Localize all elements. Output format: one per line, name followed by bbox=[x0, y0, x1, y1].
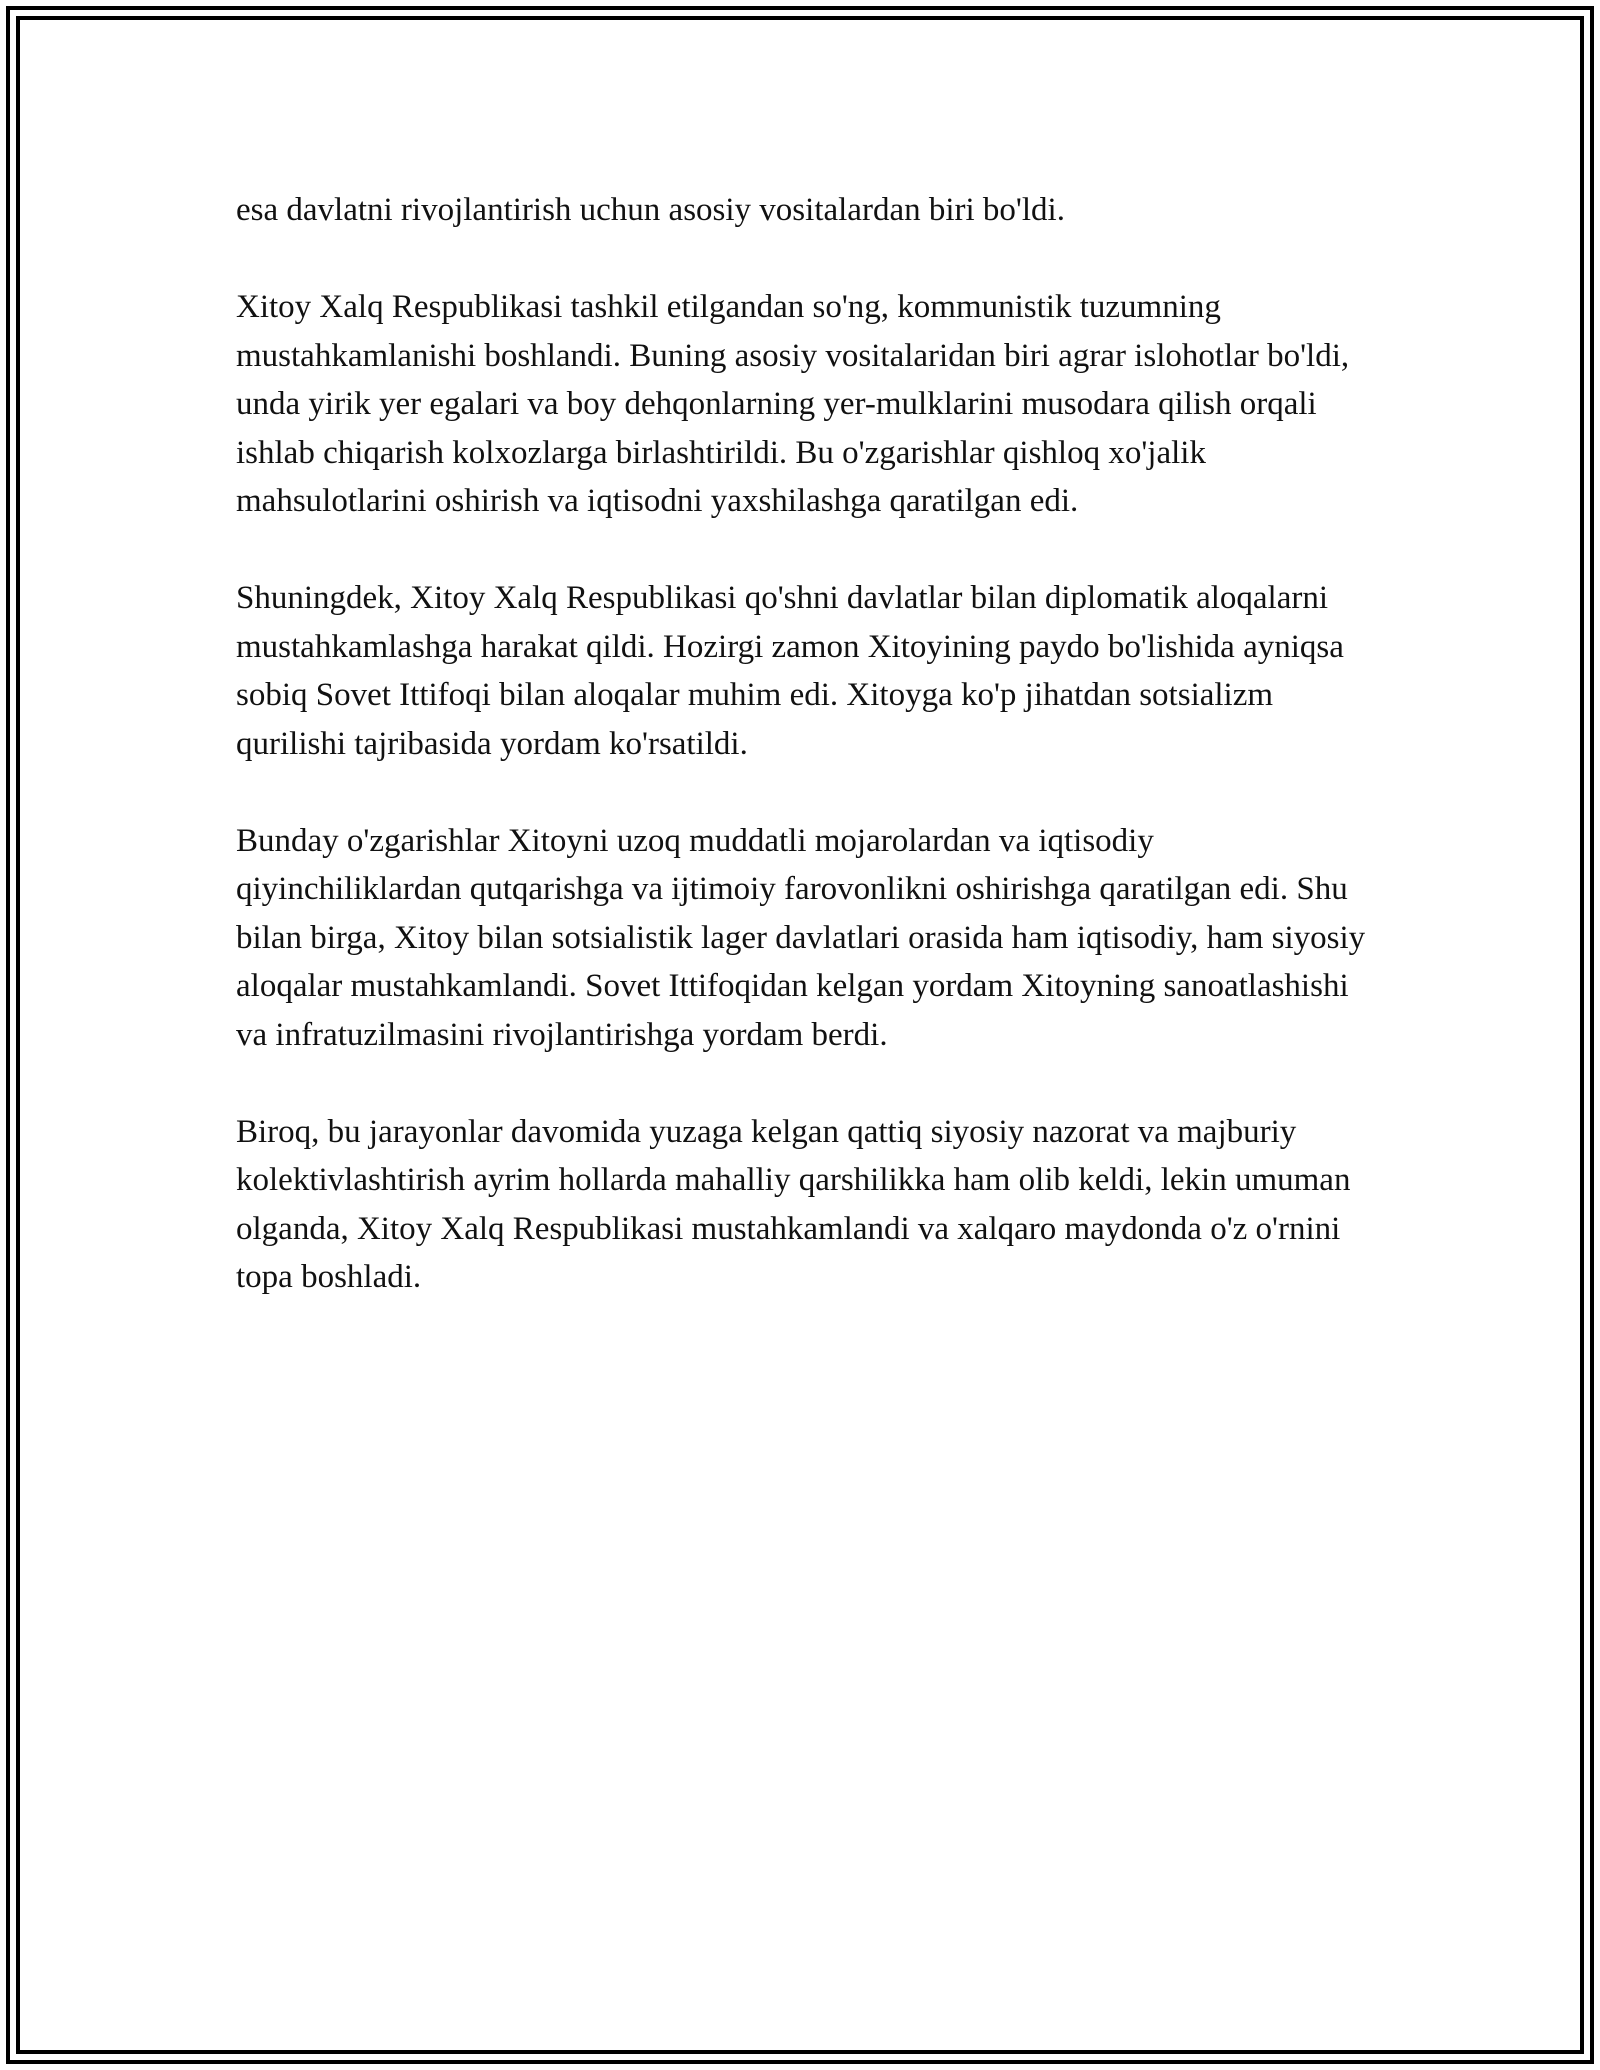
paragraph-3: Shuningdek, Xitoy Xalq Respublikasi qo'shni davlatlar bilan diplomatik aloqalarni mustahkamlashga harakat qildi. Hozirgi zamon Xitoyining paydo bo'lishida ayniqsa sobiq Sovet Ittifoqi bilan aloqalar muhim edi. Xitoyga ko'p jihatdan sotsializm qurilishi tajribasida yordam ko'rsatildi. bbox=[236, 580, 1344, 762]
paragraph-2: Xitoy Xalq Respublikasi tashkil etilgandan so'ng, kommunistik tuzumning mustahkamlanishi boshlandi. Buning asosiy vositalaridan biri agrar islohotlar bo'ldi, unda yirik yer egalari va boy dehqonlarning yer-mulklarini musodara qilish orqali ishlab chiqarish kolxozlarga birlashtirildi. Bu o'zgarishlar qishloq xo'jalik mahsulotlarini oshirish va iqtisodni yaxshilashga qaratilgan edi. bbox=[236, 289, 1350, 519]
paragraph-1: esa davlatni rivojlantirish uchun asosiy vositalardan biri bo'ldi. bbox=[236, 192, 1065, 228]
paragraph-5: Biroq, bu jarayonlar davomida yuzaga kelgan qattiq siyosiy nazorat va majburiy kolektivlashtirish ayrim hollarda mahalliy qarshilikka ham olib keldi, lekin umuman olganda, Xitoy Xalq Respublikasi mustahkamlandi va xalqaro maydonda o'z o'rnini topa boshladi. bbox=[236, 1113, 1351, 1295]
document-body bbox=[236, 186, 1376, 1350]
paragraph-4: Bunday o'zgarishlar Xitoyni uzoq muddatli mojarolardan va iqtisodiy qiyinchiliklardan qutqarishga va ijtimoiy farovonlikni oshirishga qaratilgan edi. Shu bilan birga, Xitoy bilan sotsialistik lager davlatlari orasida ham iqtisodiy, ham siyosiy aloqalar mustahkamlandi. Sovet Ittifoqidan kelgan yordam Xitoyning sanoatlashishi va infratuzilmasini rivojlantirishga yordam berdi. bbox=[236, 822, 1366, 1053]
